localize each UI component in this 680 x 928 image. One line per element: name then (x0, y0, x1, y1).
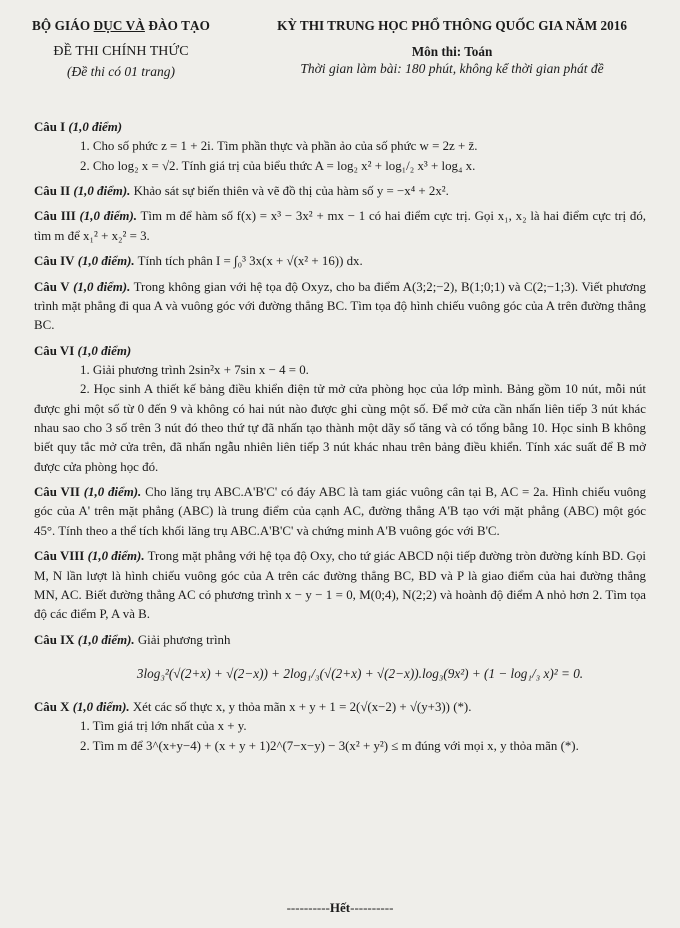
question-title: Câu I (1,0 điểm) (34, 120, 123, 134)
question-6 (34, 342, 646, 478)
exam-title: KỲ THI TRUNG HỌC PHỔ THÔNG QUỐC GIA NĂM 2016 (277, 18, 627, 33)
question-title: Câu X (1,0 điểm). (34, 699, 130, 714)
official-label: ĐỀ THI CHÍNH THỨC (53, 44, 189, 59)
question-title: Câu VIII (1,0 điểm). (34, 549, 145, 564)
question-part: 1. Cho số phức z = 1 + 2i. Tìm phần thực và phần ảo của số phức w = 2z + z̄. (80, 139, 478, 154)
question-8 (34, 547, 646, 624)
page-count: (Đề thi có 01 trang) (67, 64, 175, 79)
question-text: Giải phương trình (134, 632, 231, 647)
header-left (6, 18, 236, 80)
question-title: Câu VI (1,0 điểm) (34, 343, 132, 358)
question-5 (34, 278, 646, 336)
dashes-left: ---------- (286, 900, 330, 915)
header-right (232, 18, 672, 77)
question-title: Câu II (1,0 điểm). (34, 184, 131, 199)
ministry-part-underlined: DỤC VÀ (93, 18, 145, 33)
question-title: Câu IX (1,0 điểm). (34, 632, 135, 647)
question-part: 2. Học sinh A thiết kế bảng điều khiển điện tử mở cửa phòng học của lớp mình. Bảng gồm 10 nút, mỗi nút được ghi một số từ 0 đến 9 và không có hai nút nào được ghi cùng một số. Để mở cửa cần nhấn liên tiếp 3 nút khác nhau sao cho 3 số trên 3 nút đó theo thứ tự đã nhấn tạo thành một dãy số tăng và có tổng bằng 10. Học sinh B không biết quy tắc mở cửa trên, đã nhấn ngẫu nhiên liên tiếp 3 nút khác nhau trên bảng điều khiển. Tính xác suất để B mở được cửa phòng học đó. (34, 382, 646, 474)
question-10 (34, 698, 646, 756)
question-title: Câu VII (1,0 điểm). (34, 485, 142, 500)
ministry-part-a: BỘ GIÁO (32, 18, 94, 33)
dashes-right: ---------- (350, 900, 394, 915)
time-allowed: Thời gian làm bài: 180 phút, không kể thời gian phát đề (300, 61, 604, 76)
question-title: Câu III (1,0 điểm). (34, 209, 137, 224)
question-part: 2. Tìm m để 3^(x+y−4) + (x + y + 1)2^(7−x−y) − 3(x² + y²) ≤ m đúng với mọi x, y thỏa mãn (*). (80, 738, 579, 753)
question-text: Trong không gian với hệ tọa độ Oxyz, cho ba điểm A(3;2;−2), B(1;0;1) và C(2;−1;3). Viết phương trình mặt phẳng đi qua A và vuông góc với đường thẳng BC. Tìm tọa độ hình chiếu vuông góc của A trên đường thẳng BC. (34, 279, 646, 333)
questions-body (34, 118, 646, 762)
question-2 (34, 182, 646, 201)
question-title: Câu IV (1,0 điểm). (34, 254, 135, 269)
end-marker (0, 900, 680, 916)
question-text: Xét các số thực x, y thỏa mãn x + y + 1 = 2(√(x−2) + √(y+3)) (*). (129, 699, 472, 714)
ministry-part-b: ĐÀO TẠO (144, 18, 210, 33)
question-4 (34, 252, 646, 271)
question-part: 1. Tìm giá trị lớn nhất của x + y. (80, 719, 247, 734)
question-text: Trong mặt phẳng với hệ tọa độ Oxy, cho tứ giác ABCD nội tiếp đường tròn đường kính BD. Gọi M, N lần lượt là hình chiếu vuông góc của A trên các đường thẳng BC, BD và P là giao điểm của hai đường thẳng MN, AC. Biết đường thẳng AC có phương trình x − y − 1 = 0, M(0;4), N(2;2) và hoành độ điểm A nhỏ hơn 2. Tìm tọa độ các điểm P, A và B. (34, 549, 646, 622)
question-part: 1. Giải phương trình 2sin²x + 7sin x − 4 = 0. (80, 362, 309, 377)
question-text: Cho lăng trụ ABC.A'B'C' có đáy ABC là tam giác vuông cân tại B, AC = 2a. Hình chiếu vuông góc của A' trên mặt phẳng (ABC) là trung điểm của cạnh AC, đường thẳng A'B tạo với mặt phẳng (ABC) một góc 45°. Tính theo a thể tích khối lăng trụ ABC.A'B'C' và chứng minh A'B vuông góc với B'C. (34, 485, 646, 538)
subject: Môn thi: Toán (411, 44, 493, 59)
end-text: Hết (329, 900, 351, 915)
question-text: Tính tích phân I = ∫₀³ 3x(x + √(x² + 16)) dx. (134, 254, 363, 269)
question-3 (34, 207, 646, 246)
question-1 (34, 118, 646, 176)
question-9 (34, 631, 646, 684)
question-7 (34, 483, 646, 541)
equation: 3log₃²(√(2+x) + √(2−x)) + 2log₁/₃(√(2+x) + √(2−x)).log₃(9x²) + (1 − log₁/₃ x)² = 0. (136, 665, 584, 681)
question-title: Câu V (1,0 điểm). (34, 279, 131, 294)
question-part: 2. Cho log₂ x = √2. Tính giá trị của biểu thức A = log₂ x² + log₁/₂ x³ + log₄ x. (80, 158, 476, 173)
question-text: Tìm m để hàm số f(x) = x³ − 3x² + mx − 1 có hai điểm cực trị. Gọi x₁, x₂ là hai điểm cực trị đó, tìm m để x₁² + x₂² = 3. (34, 209, 646, 243)
ministry-name (6, 18, 236, 34)
question-text: Khảo sát sự biến thiên và vẽ đồ thị của hàm số y = −x⁴ + 2x². (130, 184, 449, 199)
